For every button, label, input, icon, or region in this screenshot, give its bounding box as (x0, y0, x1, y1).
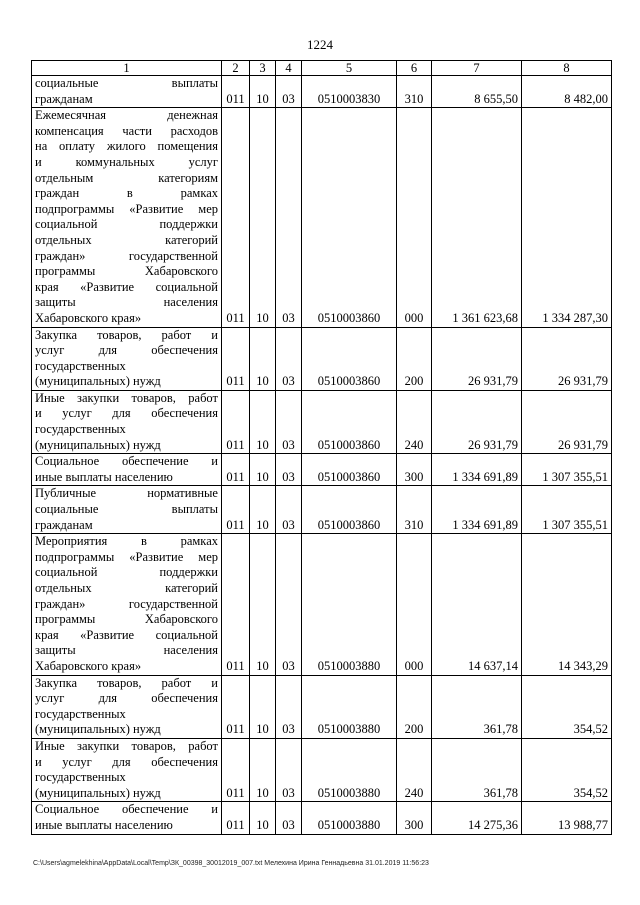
description-line: на оплату жилого помещения (35, 139, 218, 154)
row-description (32, 390, 222, 453)
expense-type-code: 000 (397, 534, 432, 675)
row-description (32, 738, 222, 801)
expense-type-code: 310 (397, 486, 432, 534)
expense-type-code: 200 (397, 327, 432, 390)
subsection-code: 03 (276, 738, 302, 801)
column-header-3: 3 (250, 61, 276, 76)
amount-column-7: 1 334 691,89 (432, 486, 522, 534)
section-code: 10 (250, 108, 276, 327)
description-line: государственных (35, 422, 126, 437)
column-header-8: 8 (522, 61, 612, 76)
amount-column-7: 1 334 691,89 (432, 454, 522, 486)
description-line: отдельных категорий (35, 232, 218, 247)
amount-column-7: 14 275,36 (432, 802, 522, 834)
description-line: гражданам (35, 91, 93, 106)
table-row (32, 486, 612, 534)
expense-type-code: 310 (397, 76, 432, 108)
amount-column-7: 1 361 623,68 (432, 108, 522, 327)
table-row (32, 675, 612, 738)
description-line: Иные закупки товаров, работ (35, 390, 218, 405)
target-article-code: 0510003880 (302, 534, 397, 675)
column-header-5: 5 (302, 61, 397, 76)
description-line: государственных (35, 706, 126, 721)
column-header-2: 2 (222, 61, 250, 76)
section-code: 10 (250, 76, 276, 108)
file-path-footer: C:\Users\agmelekhina\AppData\Local\Temp\ЗК_00398_30012019_007.txt Мелехина Ирина Геннадьевна 31.01.2019 11:56:23 (33, 860, 429, 867)
row-description (32, 454, 222, 486)
table-row (32, 802, 612, 834)
row-description (32, 76, 222, 108)
description-line: Мероприятия в рамках (35, 534, 218, 549)
ministry-code: 011 (222, 390, 250, 453)
description-line: края «Развитие социальной (35, 279, 218, 294)
target-article-code: 0510003860 (302, 390, 397, 453)
expense-type-code: 240 (397, 390, 432, 453)
amount-column-8: 13 988,77 (522, 802, 612, 834)
ministry-code: 011 (222, 738, 250, 801)
table-row (32, 738, 612, 801)
target-article-code: 0510003860 (302, 454, 397, 486)
header-row (32, 61, 612, 76)
description-line: компенсация части расходов (35, 123, 218, 138)
ministry-code: 011 (222, 675, 250, 738)
target-article-code: 0510003880 (302, 738, 397, 801)
target-article-code: 0510003880 (302, 802, 397, 834)
description-line: Ежемесячная денежная (35, 108, 218, 123)
section-code: 10 (250, 675, 276, 738)
section-code: 10 (250, 738, 276, 801)
description-line: Социальное обеспечение и (35, 802, 218, 817)
ministry-code: 011 (222, 108, 250, 327)
description-line: государственных (35, 358, 126, 373)
description-line: Закупка товаров, работ и (35, 675, 218, 690)
amount-column-7: 26 931,79 (432, 327, 522, 390)
description-line: граждан» государственной (35, 248, 218, 263)
row-description (32, 534, 222, 675)
subsection-code: 03 (276, 454, 302, 486)
subsection-code: 03 (276, 390, 302, 453)
description-line: Публичные нормативные (35, 486, 218, 501)
row-description (32, 108, 222, 327)
subsection-code: 03 (276, 76, 302, 108)
description-line: отдельных категорий (35, 581, 218, 595)
ministry-code: 011 (222, 327, 250, 390)
description-line: граждан» государственной (35, 596, 218, 611)
column-header-1: 1 (32, 61, 222, 76)
expense-type-code: 240 (397, 738, 432, 801)
ministry-code: 011 (222, 802, 250, 834)
amount-column-8: 1 334 287,30 (522, 108, 612, 327)
description-line: программы Хабаровского (35, 612, 218, 627)
column-header-4: 4 (276, 61, 302, 76)
section-code: 10 (250, 454, 276, 486)
description-line: Иные закупки товаров, работ (35, 738, 218, 753)
description-line: услуг для обеспечения (35, 343, 218, 358)
amount-column-8: 26 931,79 (522, 327, 612, 390)
amount-column-8: 8 482,00 (522, 76, 612, 108)
amount-column-8: 1 307 355,51 (522, 454, 612, 486)
description-line: отдельным категориям (35, 170, 218, 185)
description-line: государственных (35, 770, 126, 785)
section-code: 10 (250, 327, 276, 390)
row-description (32, 327, 222, 390)
target-article-code: 0510003830 (302, 76, 397, 108)
description-line: (муниципальных) нужд (35, 722, 161, 737)
description-line: (муниципальных) нужд (35, 785, 161, 800)
description-line: и коммунальных услуг (35, 154, 218, 169)
description-line: социальной поддержки (35, 565, 218, 580)
amount-column-8: 14 343,29 (522, 534, 612, 675)
description-line: социальные выплаты (35, 502, 218, 517)
row-description (32, 802, 222, 834)
subsection-code: 03 (276, 108, 302, 327)
expense-type-code: 300 (397, 802, 432, 834)
column-header-7: 7 (432, 61, 522, 76)
description-line: подпрограммы «Развитие мер (35, 549, 218, 564)
description-line: (муниципальных) нужд (35, 437, 161, 452)
description-line: граждан в рамках (35, 186, 218, 201)
section-code: 10 (250, 534, 276, 675)
row-description (32, 486, 222, 534)
target-article-code: 0510003860 (302, 108, 397, 327)
amount-column-7: 361,78 (432, 675, 522, 738)
column-header-6: 6 (397, 61, 432, 76)
expense-type-code: 200 (397, 675, 432, 738)
subsection-code: 03 (276, 486, 302, 534)
table-row (32, 327, 612, 390)
description-line: края «Развитие социальной (35, 627, 218, 642)
description-line: Закупка товаров, работ и (35, 327, 218, 342)
description-line: защиты населения (35, 643, 218, 658)
subsection-code: 03 (276, 327, 302, 390)
description-line: социальные выплаты (35, 76, 218, 90)
expense-type-code: 300 (397, 454, 432, 486)
amount-column-8: 1 307 355,51 (522, 486, 612, 534)
description-line: иные выплаты населению (35, 817, 173, 832)
amount-column-8: 354,52 (522, 675, 612, 738)
subsection-code: 03 (276, 802, 302, 834)
description-line: защиты населения (35, 295, 218, 310)
amount-column-7: 8 655,50 (432, 76, 522, 108)
expense-type-code: 000 (397, 108, 432, 327)
target-article-code: 0510003860 (302, 327, 397, 390)
amount-column-8: 26 931,79 (522, 390, 612, 453)
section-code: 10 (250, 486, 276, 534)
amount-column-7: 361,78 (432, 738, 522, 801)
description-line: программы Хабаровского (35, 264, 218, 279)
ministry-code: 011 (222, 454, 250, 486)
description-line: (муниципальных) нужд (35, 374, 161, 389)
description-line: услуг для обеспечения (35, 691, 218, 706)
page-number: 1224 (307, 37, 333, 52)
amount-column-7: 14 637,14 (432, 534, 522, 675)
description-line: иные выплаты населению (35, 469, 173, 484)
ministry-code: 011 (222, 486, 250, 534)
section-code: 10 (250, 802, 276, 834)
ministry-code: 011 (222, 76, 250, 108)
subsection-code: 03 (276, 534, 302, 675)
amount-column-7: 26 931,79 (432, 390, 522, 453)
description-line: и услуг для обеспечения (35, 406, 218, 421)
description-line: гражданам (35, 517, 93, 532)
description-line: Хабаровского края» (35, 658, 142, 673)
table-row (32, 76, 612, 108)
description-line: и услуг для обеспечения (35, 754, 218, 769)
subsection-code: 03 (276, 675, 302, 738)
ministry-code: 011 (222, 534, 250, 675)
row-description (32, 675, 222, 738)
section-code: 10 (250, 390, 276, 453)
table-row (32, 108, 612, 327)
description-line: Социальное обеспечение и (35, 454, 218, 469)
budget-table (31, 60, 612, 835)
table-row (32, 454, 612, 486)
table-body (32, 76, 612, 835)
target-article-code: 0510003880 (302, 675, 397, 738)
table-row (32, 390, 612, 453)
description-line: социальной поддержки (35, 217, 218, 232)
description-line: Хабаровского края» (35, 310, 142, 325)
table-row (32, 534, 612, 675)
description-line: подпрограммы «Развитие мер (35, 201, 218, 216)
amount-column-8: 354,52 (522, 738, 612, 801)
target-article-code: 0510003860 (302, 486, 397, 534)
